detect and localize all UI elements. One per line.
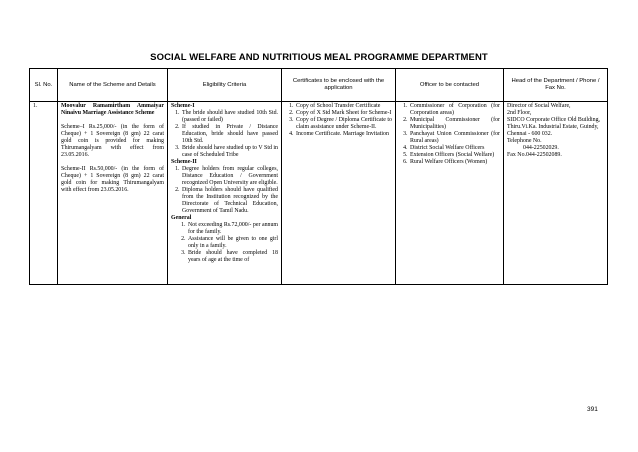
cell-officer [396, 102, 504, 285]
head-line: Director of Social Welfare, [507, 103, 571, 109]
head-line: Chennai - 600 032. [507, 131, 553, 137]
head-line: Telephone No. [507, 138, 542, 144]
general-list [171, 222, 278, 264]
list-item: 1. The bride should have studied 10th Std. (passed or failed) [181, 110, 278, 124]
head-line: Thiru.Vi.Ka. Industrial Estate, Guindy, [507, 124, 599, 130]
scheme-2-title: Scheme-II [171, 159, 197, 165]
head-line: Fax No.044-22502089. [507, 152, 562, 158]
scheme-name: Moovalur Ramamirtham Ammaiyar Ninaivu Marriage Assistance Scheme [61, 103, 164, 116]
scheme-1-details: Scheme–I Rs.25,000/- (in the form of Cheque) + 1 Sovereign (8 gm) 22 carat gold coin is provided for making Thirumangalyam with effect from 23.05.2016. [61, 124, 164, 158]
officer-list [399, 103, 500, 166]
list-item: 3. Bride should have completed 18 years of age at the time of [187, 250, 278, 264]
list-item: 2. Copy of X Std Mark Sheet for Scheme-I [295, 110, 392, 117]
scheme-1-title: Scheme-I [171, 103, 195, 109]
head-line: 044-22502029. [523, 145, 559, 151]
list-item: 1. Commissioner of Corporation (for Corporation areas) [409, 103, 500, 117]
header-officer: Officer to be contacted [396, 69, 504, 102]
list-item: 6. Rural Welfare Officers (Women) [409, 159, 500, 166]
cell-scheme [58, 102, 168, 285]
list-item: 2. Diploma holders should have qualified from the Institution recognized by the Directorate of Technical Education, Government of Tamil Nadu. [181, 187, 278, 215]
scheme-1-list [171, 110, 278, 159]
list-item: 3. Bride should have studied up to V Std in case of Scheduled Tribe [181, 145, 278, 159]
cell-head [504, 102, 608, 285]
general-title: General [171, 215, 192, 221]
scheme-table [29, 68, 608, 285]
table-header-row [30, 69, 608, 102]
list-item: 3. Copy of Degree / Diploma Certificate to claim assistance under Scheme-II. [295, 117, 392, 131]
header-head: Head of the Department / Phone / Fax No. [504, 69, 608, 102]
list-item: 3. Panchayat Union Commissioner (for Rural areas) [409, 131, 500, 145]
list-item: 1. Copy of School Transfer Certificate [295, 103, 392, 110]
scheme-2-details: Scheme-II Rs.50,000/- (in the form of Cheque) + 1 Sovereign (8 gm) 22 carat gold coin for making Thirumangalyam with effect from 23.05.2016. [61, 166, 164, 193]
head-line: 2nd Floor, [507, 110, 532, 116]
list-item: 1. Degree holders from regular colleges, Distance Education / Government recognized Open University are eligible. [181, 166, 278, 187]
certificates-list [285, 103, 392, 138]
page-title: SOCIAL WELFARE AND NUTRITIOUS MEAL PROGRAMME DEPARTMENT [150, 52, 488, 63]
header-eligibility: Eligibility Criteria [168, 69, 282, 102]
list-item: 4. District Social Welfare Officers [409, 145, 500, 152]
list-item: 2. If studied in Private / Distance Education, bride should have passed 10th Std. [181, 124, 278, 145]
list-item: 1. Not exceeding Rs.72,000/- per annum for the family. [187, 222, 278, 236]
list-item: 5. Extension Officers (Social Welfare) [409, 152, 500, 159]
scheme-2-list [171, 166, 278, 215]
list-item: 2. Municipal Commissioner (for Municipalities) [409, 117, 500, 131]
cell-eligibility [168, 102, 282, 285]
list-item: 2. Assistance will be given to one girl only in a family. [187, 236, 278, 250]
header-certificates: Certificates to be enclosed with the application [282, 69, 396, 102]
cell-certificates [282, 102, 396, 285]
head-line: SIDCO Corporate Office Old Building, [507, 117, 600, 123]
header-sl-no: Sl. No. [30, 69, 58, 102]
table-row [30, 102, 608, 285]
page-number: 391 [587, 406, 598, 413]
list-item: 4. Income Certificate. Marriage Invitation [295, 131, 392, 138]
header-scheme: Name of the Scheme and Details [58, 69, 168, 102]
cell-sl-no: 1. [30, 102, 58, 285]
